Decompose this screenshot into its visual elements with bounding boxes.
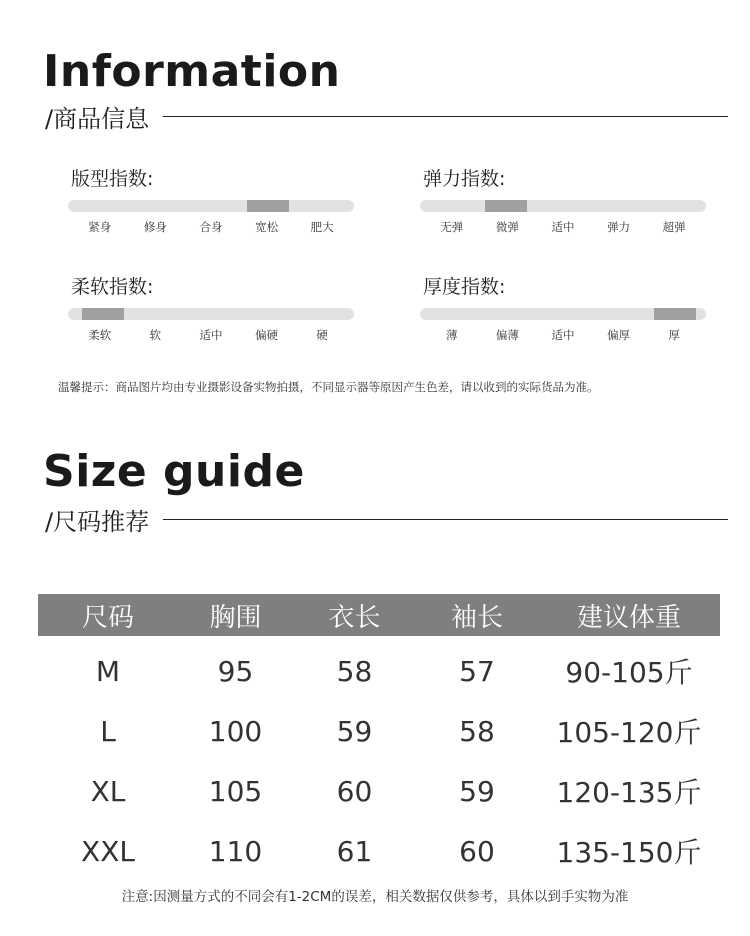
header-cell: 建议体重 bbox=[576, 602, 681, 633]
table-row bbox=[38, 821, 720, 881]
gauge-tick: 弹力 bbox=[607, 220, 631, 234]
size-table bbox=[38, 594, 720, 881]
table-header bbox=[38, 594, 720, 636]
gauge-tick: 适中 bbox=[551, 328, 575, 342]
gauge-label: 弹力指数: bbox=[423, 168, 506, 190]
table-row bbox=[38, 701, 720, 761]
gauge-tick: 宽松 bbox=[255, 220, 279, 234]
gauge-thickness bbox=[420, 273, 706, 343]
gauge-tick: 厚 bbox=[668, 328, 680, 342]
header-cell: 袖长 bbox=[450, 602, 503, 633]
gauge-track bbox=[68, 308, 354, 320]
table-cell: XL bbox=[90, 774, 126, 808]
gauge-tick: 薄 bbox=[446, 328, 458, 342]
table-cell: 90-105斤 bbox=[565, 656, 693, 689]
gauge-elasticity bbox=[420, 165, 706, 235]
gauge-track bbox=[68, 200, 354, 212]
information-subtitle: /商品信息 bbox=[45, 104, 150, 133]
size-guide-subtitle: /尺码推荐 bbox=[45, 507, 150, 536]
gauge-track bbox=[420, 308, 706, 320]
gauge-tick: 偏厚 bbox=[607, 328, 631, 342]
note-text: 注意:因测量方式的不同会有1-2CM的误差，相关数据仅供参考，具体以到手实物为准 bbox=[121, 889, 629, 905]
gauge-indicator bbox=[654, 308, 696, 320]
header-cell: 尺码 bbox=[81, 602, 134, 633]
gauge-fit bbox=[68, 165, 354, 235]
table-cell: L bbox=[100, 714, 116, 748]
table-cell: 105-120斤 bbox=[556, 716, 702, 749]
table-cell: XXL bbox=[81, 834, 135, 868]
header-cell: 胸围 bbox=[209, 602, 262, 633]
gauge-tick: 硬 bbox=[316, 328, 328, 342]
table-cell: 135-150斤 bbox=[556, 836, 702, 869]
table-row bbox=[38, 641, 720, 701]
table-cell: 57 bbox=[459, 654, 495, 688]
gauge-indicator bbox=[82, 308, 124, 320]
gauge-tick: 偏硬 bbox=[255, 328, 279, 342]
gauge-label: 柔软指数: bbox=[71, 276, 154, 298]
table-cell: 105 bbox=[208, 774, 263, 808]
table-cell: M bbox=[95, 654, 121, 688]
gauge-label: 版型指数: bbox=[71, 168, 154, 190]
gauge-tick: 偏薄 bbox=[495, 328, 519, 342]
tip-text: 温馨提示：商品图片均由专业摄影设备实物拍摄，不同显示器等原因产生色差，请以收到的实际货品为准。 bbox=[58, 380, 599, 394]
gauge-tick: 修身 bbox=[143, 220, 167, 234]
table-cell: 61 bbox=[336, 834, 373, 868]
header-cell: 衣长 bbox=[328, 602, 381, 633]
gauge-track bbox=[420, 200, 706, 212]
table-cell: 58 bbox=[336, 654, 373, 688]
table-cell: 59 bbox=[459, 774, 495, 808]
table-cell: 59 bbox=[336, 714, 373, 748]
gauge-tick: 微弹 bbox=[495, 220, 519, 234]
table-cell: 95 bbox=[217, 654, 254, 688]
table-cell: 60 bbox=[336, 774, 373, 808]
gauge-tick: 软 bbox=[149, 328, 162, 342]
table-row bbox=[38, 761, 720, 821]
table-cell: 58 bbox=[459, 714, 495, 748]
table-cell: 110 bbox=[208, 834, 263, 868]
table-cell: 120-135斤 bbox=[556, 776, 702, 809]
gauge-softness bbox=[68, 273, 354, 343]
table-cell: 100 bbox=[208, 714, 263, 748]
gauge-tick: 适中 bbox=[551, 220, 575, 234]
gauge-tick: 适中 bbox=[199, 328, 223, 342]
table-cell: 60 bbox=[459, 834, 495, 868]
gauge-tick: 合身 bbox=[199, 220, 223, 234]
size-guide-title: Size guide bbox=[43, 446, 305, 497]
size-guide-subtitle-row bbox=[45, 504, 728, 534]
gauge-tick: 肥大 bbox=[310, 220, 334, 234]
gauge-indicator bbox=[485, 200, 527, 212]
divider-line bbox=[163, 519, 728, 520]
gauge-tick: 柔软 bbox=[88, 328, 112, 342]
information-title: Information bbox=[43, 46, 341, 97]
gauge-label: 厚度指数: bbox=[423, 276, 506, 298]
gauge-indicator bbox=[247, 200, 289, 212]
gauge-tick: 紧身 bbox=[88, 220, 112, 234]
gauge-tick: 超弹 bbox=[662, 220, 686, 234]
information-subtitle-row bbox=[45, 101, 728, 131]
divider-line bbox=[163, 116, 728, 117]
gauge-tick: 无弹 bbox=[440, 220, 464, 234]
